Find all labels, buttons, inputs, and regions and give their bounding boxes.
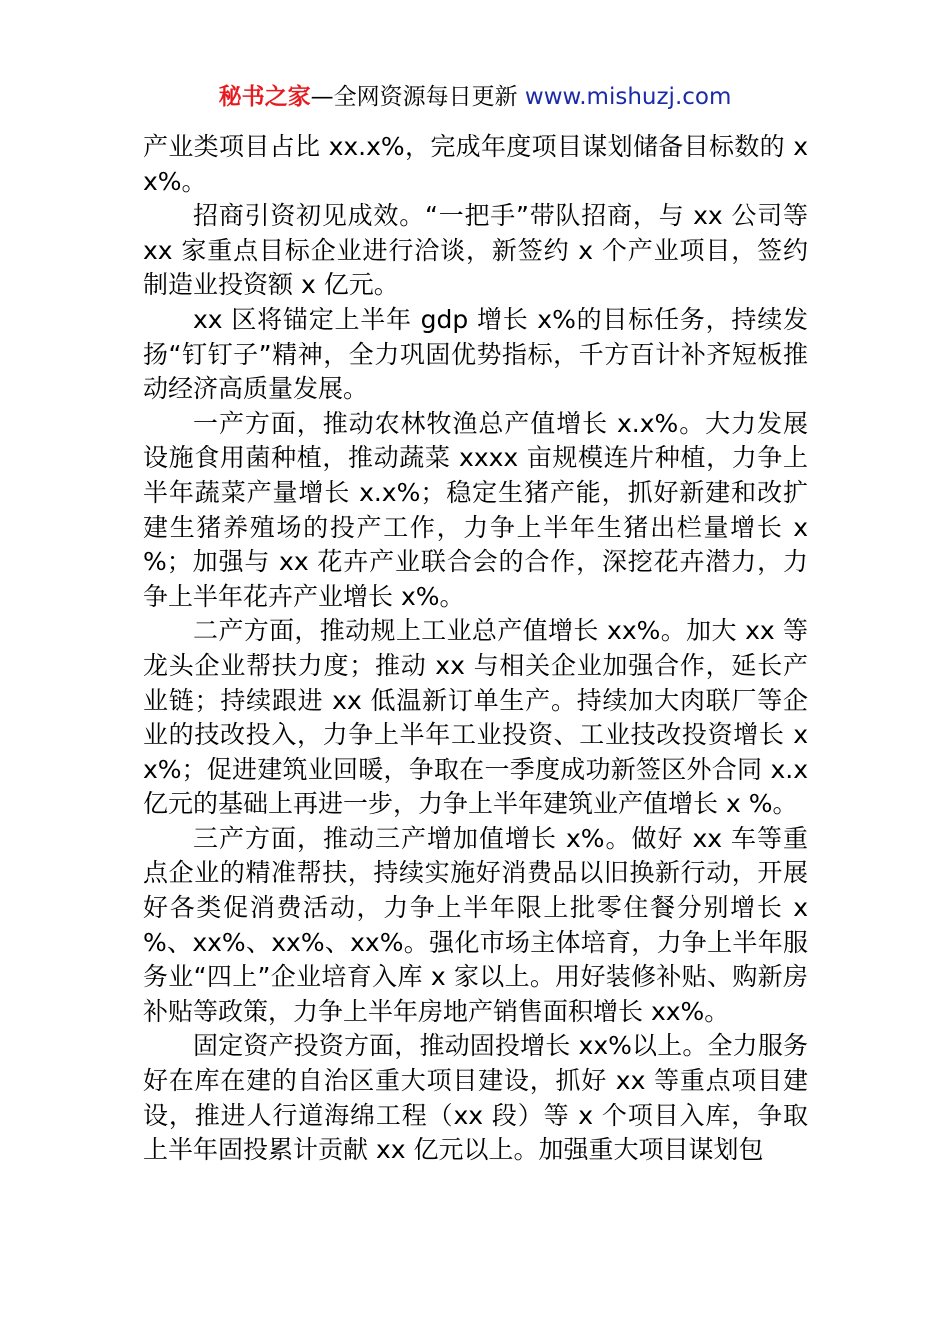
paragraph: 固定资产投资方面，推动固投增长 xx%以上。全力服务好在库在建的自治区重大项目建设，抓好 xx 等重点项目建设，推进人行道海绵工程（xx 段）等 x 个项目入库，争取上半年固投累计贡献 xx 亿元以上。加强重大项目谋划包: [143, 1031, 808, 1165]
paragraph: 招商引资初见成效。“一把手”带队招商，与 xx 公司等 xx 家重点目标企业进行洽谈，新签约 x 个产业项目，签约制造业投资额 x 亿元。: [143, 201, 808, 300]
paragraph: 三产方面，推动三产增加值增长 x%。做好 xx 车等重点企业的精准帮扶，持续实施好消费品以旧换新行动，开展好各类促消费活动，力争上半年限上批零住餐分别增长 x %、xx%、xx%、xx%。强化市场主体培育，力争上半年服务业“四上”企业培育入库 x 家以上。用好装修补贴、购新房补贴等政策，力争上半年房地产销售面积增长 xx%。: [143, 823, 808, 1026]
document-body: [143, 130, 808, 1168]
paragraph: xx 区将锚定上半年 gdp 增长 x%的目标任务，持续发扬“钉钉子”精神，全力巩固优势指标，千方百计补齐短板推动经济高质量发展。: [143, 304, 808, 404]
site-url-link[interactable]: www.mishuzj.com: [524, 84, 732, 110]
paragraph: 二产方面，推动规上工业总产值增长 xx%。加大 xx 等龙头企业帮扶力度；推动 xx 与相关企业加强合作，延长产业链；持续跟进 xx 低温新订单生产。持续加大肉联厂等企业的技改投入，力争上半年工业投资、工业技改投资增长 xx%；促进建筑业回暖，争取在一季度成功新签区外合同 x.x 亿元的基础上再进一步，力争上半年建筑业产值增长 x %。: [143, 616, 808, 819]
paragraph: 一产方面，推动农林牧渔总产值增长 x.x%。大力发展设施食用菌种植，推动蔬菜 xxxx 亩规模连片种植，力争上半年蔬菜产量增长 x.x%；稳定生猪产能，抓好新建和改扩建生猪养殖场的投产工作，力争上半年生猪出栏量增长 x %；加强与 xx 花卉产业联合会的合作，深挖花卉潜力，力争上半年花卉产业增长 x%。: [143, 408, 808, 611]
paragraph: 产业类项目占比 xx.x%，完成年度项目谋划储备目标数的 xx%。: [143, 132, 808, 196]
site-header: [0, 80, 950, 114]
header-slogan: —全网资源每日更新: [310, 84, 525, 110]
brand-name: 秘书之家: [218, 84, 311, 110]
